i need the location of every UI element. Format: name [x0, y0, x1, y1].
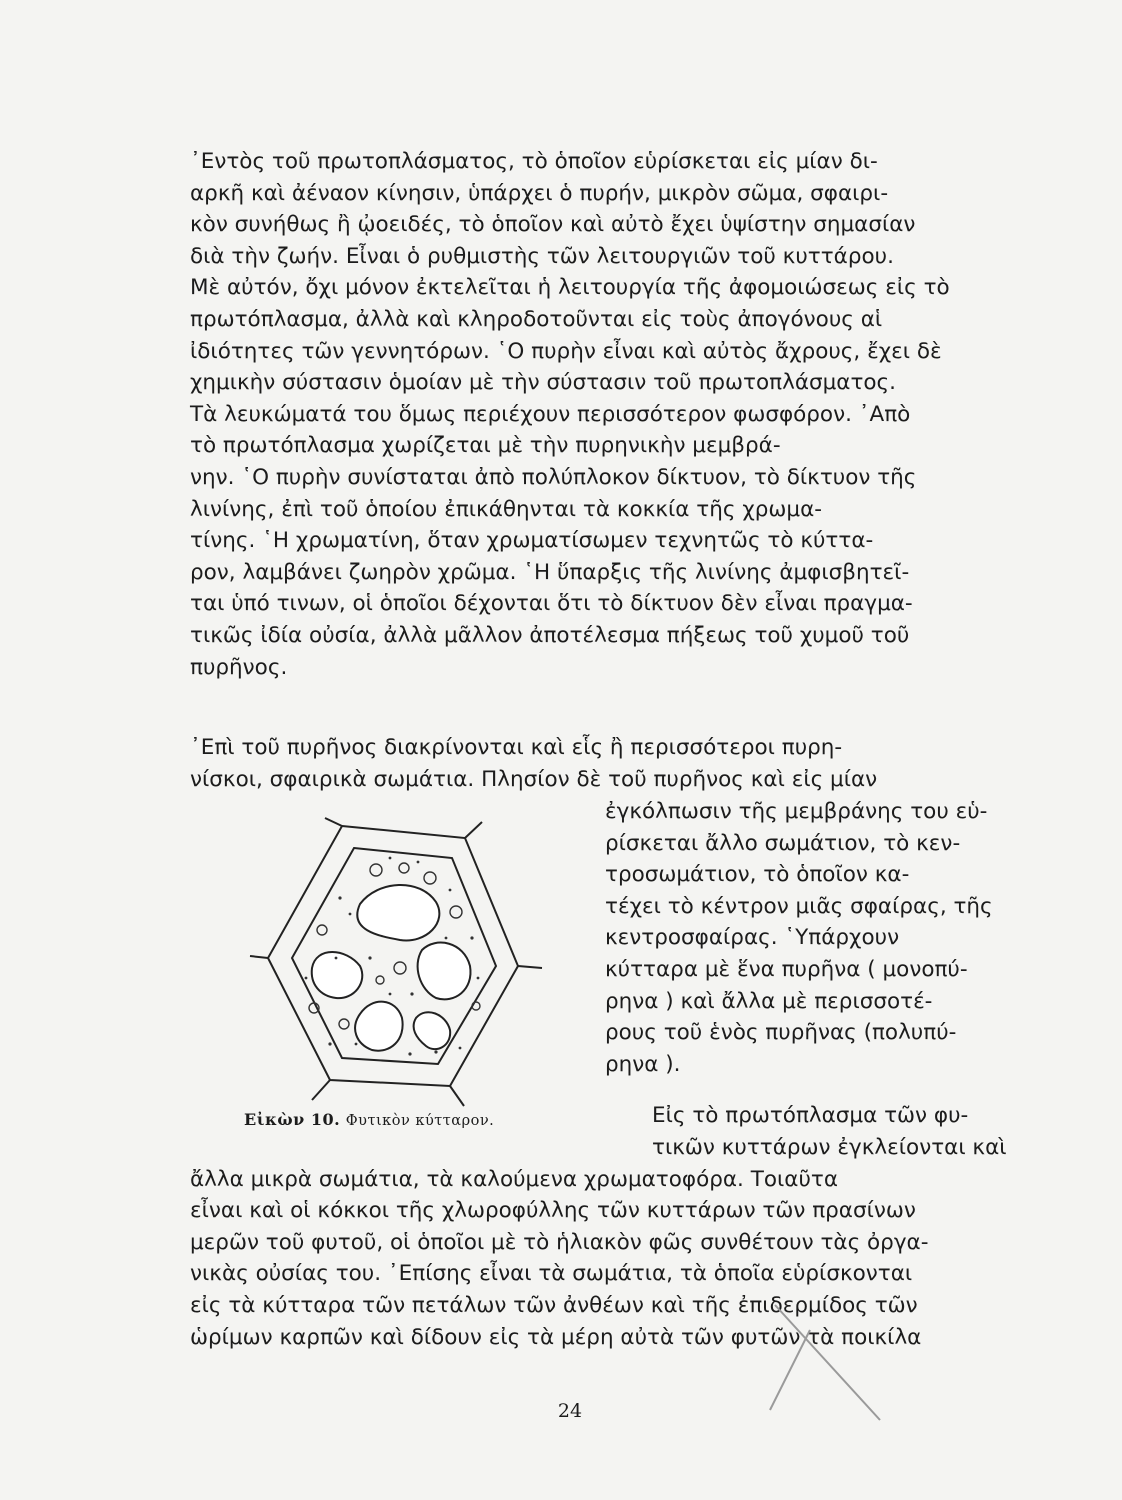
text-line: νικὰς οὐσίας του. ᾿Επίσης εἶναι τὰ σωμάτια, τὰ ὁποῖα εὑρίσκονται — [190, 1261, 913, 1287]
text-line: ὡρίμων καρπῶν καὶ δίδουν εἰς τὰ μέρη αὐτὰ τῶν φυτῶν τὰ ποικίλα — [190, 1324, 922, 1350]
text-line: ᾿Εντὸς τοῦ πρωτοπλάσματος, τὸ ὁποῖον εὑρίσκεται εἰς μίαν δι- — [190, 149, 878, 174]
text-line: χημικὴν σύστασιν ὁμοίαν μὲ τὴν σύστασιν τοῦ πρωτοπλάσματος. — [190, 370, 897, 396]
text-line: κὸν συνήθως ἢ ᾠοειδές, τὸ ὁποῖον καὶ αὐτὸ ἔχει ὑψίστην σημασίαν — [190, 212, 916, 238]
text-line: εἶναι καὶ οἱ κόκκοι τῆς χλωροφύλλης τῶν κυττάρων τῶν πρασίνων — [190, 1198, 916, 1224]
text-line: ἰδιότητες τῶν γεννητόρων. ῾Ο πυρὴν εἶναι καὶ αὐτὸς ἄχρους, ἔχει δὲ — [190, 338, 942, 364]
text-line: ἄλλα μικρὰ σωμάτια, τὰ καλούμενα χρωματοφόρα. Τοιαῦτα — [190, 1166, 839, 1192]
text-line: νίσκοι, σφαιρικὰ σωμάτια. Πλησίον δὲ τοῦ πυρῆνος καὶ εἰς μίαν — [190, 766, 878, 792]
paragraph-nucleoli-wrapped — [605, 796, 993, 1080]
text-line: Μὲ αὐτόν, ὄχι μόνον ἐκτελεῖται ἡ λειτουργία τῆς ἀφομοιώσεως εἰς τὸ — [190, 275, 950, 301]
page-number: 24 — [557, 1400, 583, 1422]
vacuoles — [312, 885, 471, 1051]
text-line: ᾿Επὶ τοῦ πυρῆνος διακρίνονται καὶ εἷς ἢ περισσότεροι πυρη- — [190, 735, 843, 760]
text-line: κύτταρα μὲ ἕνα πυρῆνα ( μονοπύ- — [605, 956, 968, 982]
text-line: Τὰ λευκώματά του ὅμως περιέχουν περισσότερον φωσφόρον. ᾿Απὸ — [190, 401, 911, 427]
text-line: τίνης. ῾Η χρωματίνη, ὅταν χρωματίσωμεν τεχνητῶς τὸ κύττα- — [190, 528, 874, 554]
paragraph-nucleoli — [190, 732, 910, 795]
text-line: τικῶν κυττάρων ἐγκλείονται καὶ — [652, 1135, 1007, 1160]
plant-cell-illustration — [250, 818, 550, 1108]
text-line: νην. ῾Ο πυρὴν συνίσταται ἀπὸ πολύπλοκον δίκτυον, τὸ δίκτυον τῆς — [190, 464, 917, 490]
text-line: εἰς τὰ κύτταρα τῶν πετάλων τῶν ἀνθέων καὶ τῆς ἐπιδερμίδος τῶν — [190, 1292, 918, 1318]
text-line: τέχει τὸ κέντρον μιᾶς σφαίρας, τῆς — [605, 893, 993, 919]
text-line: Εἰς τὸ πρωτόπλασμα τῶν φυ- — [652, 1103, 969, 1128]
text-line: ρηνα ) καὶ ἄλλα μὲ περισσοτέ- — [605, 988, 933, 1014]
text-line: ρους τοῦ ἑνὸς πυρῆνας (πολυπύ- — [605, 1020, 957, 1046]
text-line: τὸ πρωτόπλασμα χωρίζεται μὲ τὴν πυρηνικὴν μεμβρά- — [190, 433, 781, 459]
text-line: μερῶν τοῦ φυτοῦ, οἱ ὁποῖοι μὲ τὸ ἡλιακὸν φῶς συνθέτουν τὰς ὀργα- — [190, 1229, 929, 1255]
figure-caption — [244, 1110, 564, 1129]
text-line: κεντροσφαίρας. ῾Υπάρχουν — [605, 925, 900, 951]
text-line: ρον, λαμβάνει ζωηρὸν χρῶμα. ῾Η ὕπαρξις τῆς λινίνης ἀμφισβητεῖ- — [190, 559, 910, 585]
figure-caption-text: Φυτικὸν κύτταρον. — [345, 1113, 495, 1129]
paragraph-chromatophores-start — [652, 1100, 969, 1132]
figure-label: Εἰκὼν 10. — [244, 1110, 341, 1129]
text-line: τικῶς ἰδία οὐσία, ἀλλὰ μᾶλλον ἀποτέλεσμα πήξεως τοῦ χυμοῦ τοῦ — [190, 622, 910, 648]
text-line: ρίσκεται ἄλλο σωμάτιον, τὸ κεν- — [605, 830, 961, 856]
text-line: πυρῆνος. — [190, 654, 288, 680]
text-line: ται ὑπό τινων, οἱ ὁποῖοι δέχονται ὅτι τὸ δίκτυον δὲν εἶναι πραγμα- — [190, 591, 913, 617]
paragraph-nucleus — [190, 146, 950, 683]
text-line: ἐγκόλπωσιν τῆς μεμβράνης του εὑ- — [605, 799, 988, 824]
text-line: πρωτόπλασμα, ἀλλὰ καὶ κληροδοτοῦνται εἰς τοὺς ἀπογόνους αἱ — [190, 306, 883, 332]
text-line: λινίνης, ἐπὶ τοῦ ὁποίου ἐπικάθηνται τὰ κοκκία τῆς χρωμα- — [190, 496, 823, 522]
text-line: αρκῆ καὶ ἀέναον κίνησιν, ὑπάρχει ὁ πυρήν, μικρὸν σῶμα, σφαιρι- — [190, 180, 889, 206]
text-line: ρηνα ). — [605, 1051, 681, 1077]
text-line: διὰ τὴν ζωήν. Εἶναι ὁ ρυθμιστὴς τῶν λειτουργιῶν τοῦ κυττάρου. — [190, 243, 894, 269]
pencil-cross-mark — [750, 1290, 900, 1430]
text-line: τροσωμάτιον, τὸ ὁποῖον κα- — [605, 862, 910, 888]
